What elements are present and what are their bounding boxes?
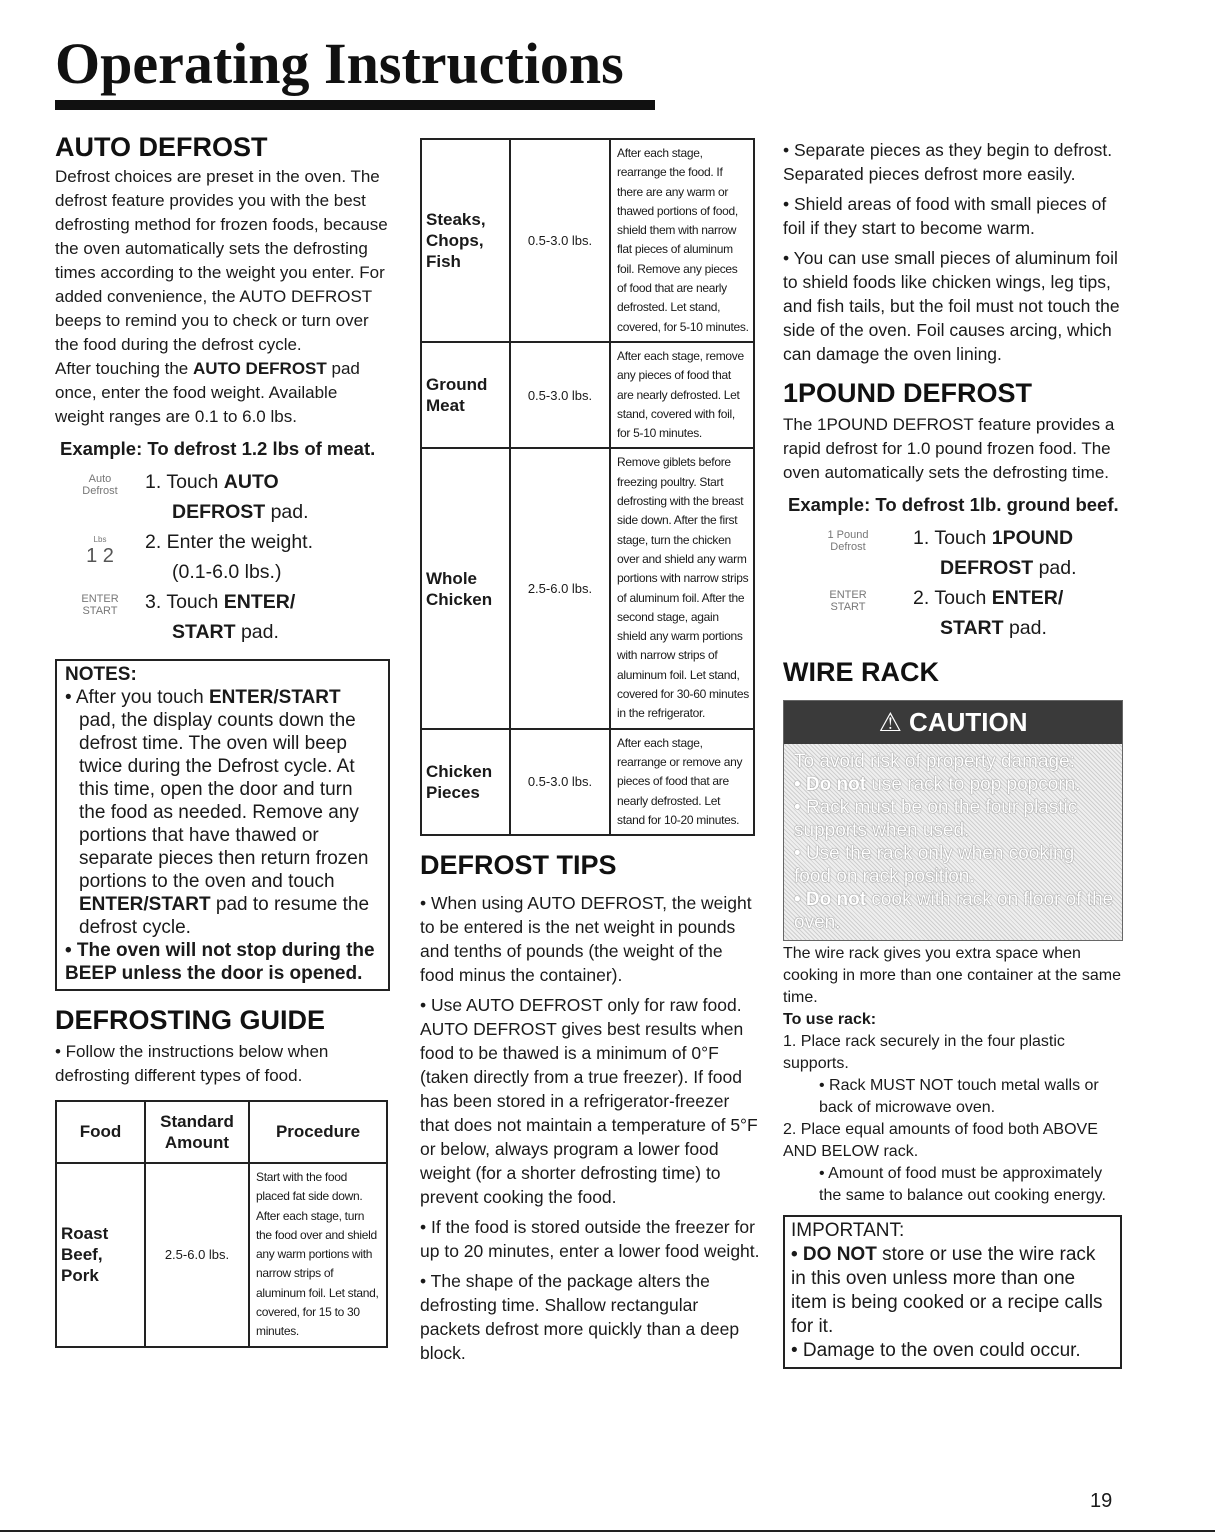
enter-start-pad-icon: ENTER START bbox=[829, 589, 867, 613]
notes-bullet-2: • The oven will not stop during the BEEP unless the door is opened. bbox=[65, 940, 375, 984]
defrost-tips-heading: DEFROST TIPS bbox=[420, 850, 617, 881]
caution-header: ⚠ CAUTION bbox=[784, 701, 1122, 744]
amount-cell: 0.5-3.0 lbs. bbox=[510, 139, 610, 342]
number-pad-icon: Lbs 1 2 bbox=[86, 535, 114, 567]
amount-cell: 0.5-3.0 lbs. bbox=[510, 342, 610, 448]
pound-defrost-steps bbox=[783, 523, 1123, 643]
table-header: Standard Amount bbox=[145, 1101, 249, 1163]
important-box bbox=[783, 1215, 1122, 1369]
table-row bbox=[421, 342, 754, 448]
table-header: Procedure bbox=[249, 1101, 387, 1163]
food-cell: Chicken Pieces bbox=[421, 729, 510, 835]
defrosting-guide-table bbox=[55, 1100, 388, 1348]
defrost-tips-continued bbox=[783, 138, 1123, 366]
wire-rack-body: The wire rack gives you extra space when cooking in more than one container at the same time. bbox=[783, 945, 1121, 1006]
auto-defrost-body: Defrost choices are preset in the oven. The defrost feature provides you with the best defrosting method for frozen foods, because the oven automatically sets the defrosting times according to the weight you enter. For added convenience, the AUTO DEFROST beeps to remind you to check or turn over the food during the defrost cycle. bbox=[55, 167, 388, 354]
auto-defrost-steps bbox=[55, 467, 390, 647]
pound-defrost-body: The 1POUND DEFROST feature provides a rapid defrost for 1.0 pound frozen food. The oven automatically sets the defrosting time. bbox=[783, 415, 1115, 482]
important-heading: IMPORTANT: bbox=[791, 1220, 905, 1241]
procedure-cell: Start with the food placed fat side down. After each stage, turn the food over and shield any warm portions with narrow strips of aluminum foil. Let stand, covered, for 15 to 30 minutes. bbox=[249, 1163, 387, 1347]
list-item: • Rack MUST NOT touch metal walls or back of microwave oven. bbox=[819, 1077, 1099, 1116]
caution-bullet: • Use the rack only when cooking food on rack position. bbox=[794, 843, 1075, 887]
table-row bbox=[421, 448, 754, 728]
auto-defrost-heading: AUTO DEFROST bbox=[55, 132, 268, 162]
use-rack-heading: To use rack: bbox=[783, 1011, 877, 1028]
auto-defrost-pad-icon: Auto Defrost bbox=[82, 473, 118, 497]
list-item: • You can use small pieces of aluminum foil to shield foods like chicken wings, leg tips, and fish tails, but the foil must not touch the side of the oven. Foil causes arcing, which can damage the oven lining. bbox=[783, 248, 1120, 364]
list-item: 2. Place equal amounts of food both ABOVE AND BELOW rack. bbox=[783, 1121, 1098, 1160]
page-number: 19 bbox=[1090, 1490, 1113, 1512]
list-item: • Use AUTO DEFROST only for raw food. AUTO DEFROST gives best results when food to be thawed is a minimum of 0°F (taken directly from a true freezer). If food has been stored in a refrigerator-freezer that does not maintain a temperature of 5°F or below, always program a lower food weight (for a shorter defrosting time) to prevent cooking the food. bbox=[420, 995, 758, 1208]
caution-line: To avoid risk of property damage: bbox=[794, 751, 1075, 772]
defrosting-guide-table-continued bbox=[420, 138, 755, 836]
list-item: • If the food is stored outside the freezer for up to 20 minutes, enter a lower food weight. bbox=[420, 1217, 760, 1262]
notes-box bbox=[55, 659, 390, 991]
left-column bbox=[55, 132, 390, 1348]
caution-box bbox=[783, 700, 1123, 941]
amount-cell: 0.5-3.0 lbs. bbox=[510, 729, 610, 835]
important-bullet: • Damage to the oven could occur. bbox=[791, 1340, 1081, 1361]
caution-bullet: • Rack must be on the four plastic supports when used. bbox=[794, 797, 1078, 841]
right-column bbox=[783, 138, 1123, 1369]
notes-bullet-1: • After you touch ENTER/START pad, the display counts down the defrost time. The oven will beep twice during the Defrost cycle. At this time, open the door and turn the food as needed. Remove any portions that have thawed or separate pieces then return frozen portions to the oven and touch ENTER/START pad to resume the defrost cycle. bbox=[65, 687, 370, 938]
pound-defrost-example: Example: To defrost 1lb. ground beef. bbox=[788, 494, 1119, 515]
table-row bbox=[56, 1163, 387, 1347]
caution-body bbox=[784, 744, 1122, 940]
auto-defrost-step-1: Auto Defrost 1. Touch AUTO DEFROST pad. bbox=[55, 467, 390, 527]
defrosting-guide-heading: DEFROSTING GUIDE bbox=[55, 1005, 326, 1035]
important-bullet: • DO NOT store or use the wire rack in this oven unless more than one item is being cooked or a recipe calls for it. bbox=[791, 1244, 1103, 1337]
table-row bbox=[421, 139, 754, 342]
pound-defrost-step-2: ENTER START 2. Touch ENTER/ START pad. bbox=[783, 583, 1123, 643]
list-item: • When using AUTO DEFROST, the weight to be entered is the net weight in pounds and tenths of pounds (the weight of the food minus the container). bbox=[420, 893, 752, 986]
list-item: 1. Place rack securely in the four plastic supports. bbox=[783, 1033, 1065, 1072]
food-cell: Roast Beef, Pork bbox=[56, 1163, 145, 1347]
middle-column bbox=[420, 138, 760, 1371]
defrost-tips-list bbox=[420, 891, 760, 1365]
wire-rack-heading: WIRE RACK bbox=[783, 657, 939, 687]
procedure-cell: Remove giblets before freezing poultry. Start defrosting with the breast side down. After the first stage, turn the chicken over and shield any warm portions with narrow strips of aluminum foil. After the second stage, again shield any warm portions with narrow strips of aluminum foil. Let stand, covered for 30-60 minutes in the refrigerator. bbox=[610, 448, 754, 728]
defrosting-guide-intro: • Follow the instructions below when defrosting different types of food. bbox=[55, 1042, 329, 1085]
bottom-rule bbox=[0, 1530, 1215, 1532]
food-cell: Steaks, Chops, Fish bbox=[421, 139, 510, 342]
auto-defrost-example: Example: To defrost 1.2 lbs of meat. bbox=[60, 438, 376, 459]
amount-cell: 2.5-6.0 lbs. bbox=[145, 1163, 249, 1347]
one-pound-defrost-pad-icon: 1 Pound Defrost bbox=[827, 529, 869, 553]
notes-heading: NOTES: bbox=[65, 664, 137, 685]
procedure-cell: After each stage, remove any pieces of food that are nearly defrosted. Let stand, covered with foil, for 5-10 minutes. bbox=[610, 342, 754, 448]
title-rule bbox=[55, 100, 655, 110]
enter-start-pad-icon: ENTER START bbox=[81, 593, 119, 617]
list-item: • Shield areas of food with small pieces of foil if they start to become warm. bbox=[783, 194, 1107, 238]
amount-cell: 2.5-6.0 lbs. bbox=[510, 448, 610, 728]
caution-bullet: • Do not use rack to pop popcorn. bbox=[794, 774, 1081, 795]
procedure-cell: After each stage, rearrange or remove any pieces of food that are nearly defrosted. Let stand for 10-20 minutes. bbox=[610, 729, 754, 835]
food-cell: Ground Meat bbox=[421, 342, 510, 448]
table-header: Food bbox=[56, 1101, 145, 1163]
table-row bbox=[421, 729, 754, 835]
use-rack-list bbox=[783, 1031, 1123, 1207]
list-item: • Amount of food must be approximately the same to balance out cooking energy. bbox=[819, 1165, 1106, 1204]
list-item: • The shape of the package alters the defrosting time. Shallow rectangular packets defrost more quickly than a deep block. bbox=[420, 1271, 740, 1364]
auto-defrost-step-3: ENTER START 3. Touch ENTER/ START pad. bbox=[55, 587, 390, 647]
pound-defrost-heading: 1POUND DEFROST bbox=[783, 378, 1033, 408]
auto-defrost-step-2: Lbs 1 2 2. Enter the weight. (0.1-6.0 lbs.) bbox=[55, 527, 390, 587]
table-header-row bbox=[56, 1101, 387, 1163]
auto-defrost-body-2: After touching the AUTO DEFROST pad once, enter the food weight. Available weight ranges are 0.1 to 6.0 lbs. bbox=[55, 359, 360, 426]
procedure-cell: After each stage, rearrange the food. If there are any warm or thawed portions of food, shield them with narrow flat pieces of aluminum foil. Remove any pieces of food that are nearly defrosted. Let stand, covered, for 5-10 minutes. bbox=[610, 139, 754, 342]
pound-defrost-step-1: 1 Pound Defrost 1. Touch 1POUND DEFROST pad. bbox=[783, 523, 1123, 583]
page-title: Operating Instructions bbox=[55, 31, 624, 96]
list-item: • Separate pieces as they begin to defrost. Separated pieces defrost more easily. bbox=[783, 140, 1113, 184]
food-cell: Whole Chicken bbox=[421, 448, 510, 728]
caution-bullet: • Do not cook with rack on floor of the oven. bbox=[794, 889, 1114, 933]
